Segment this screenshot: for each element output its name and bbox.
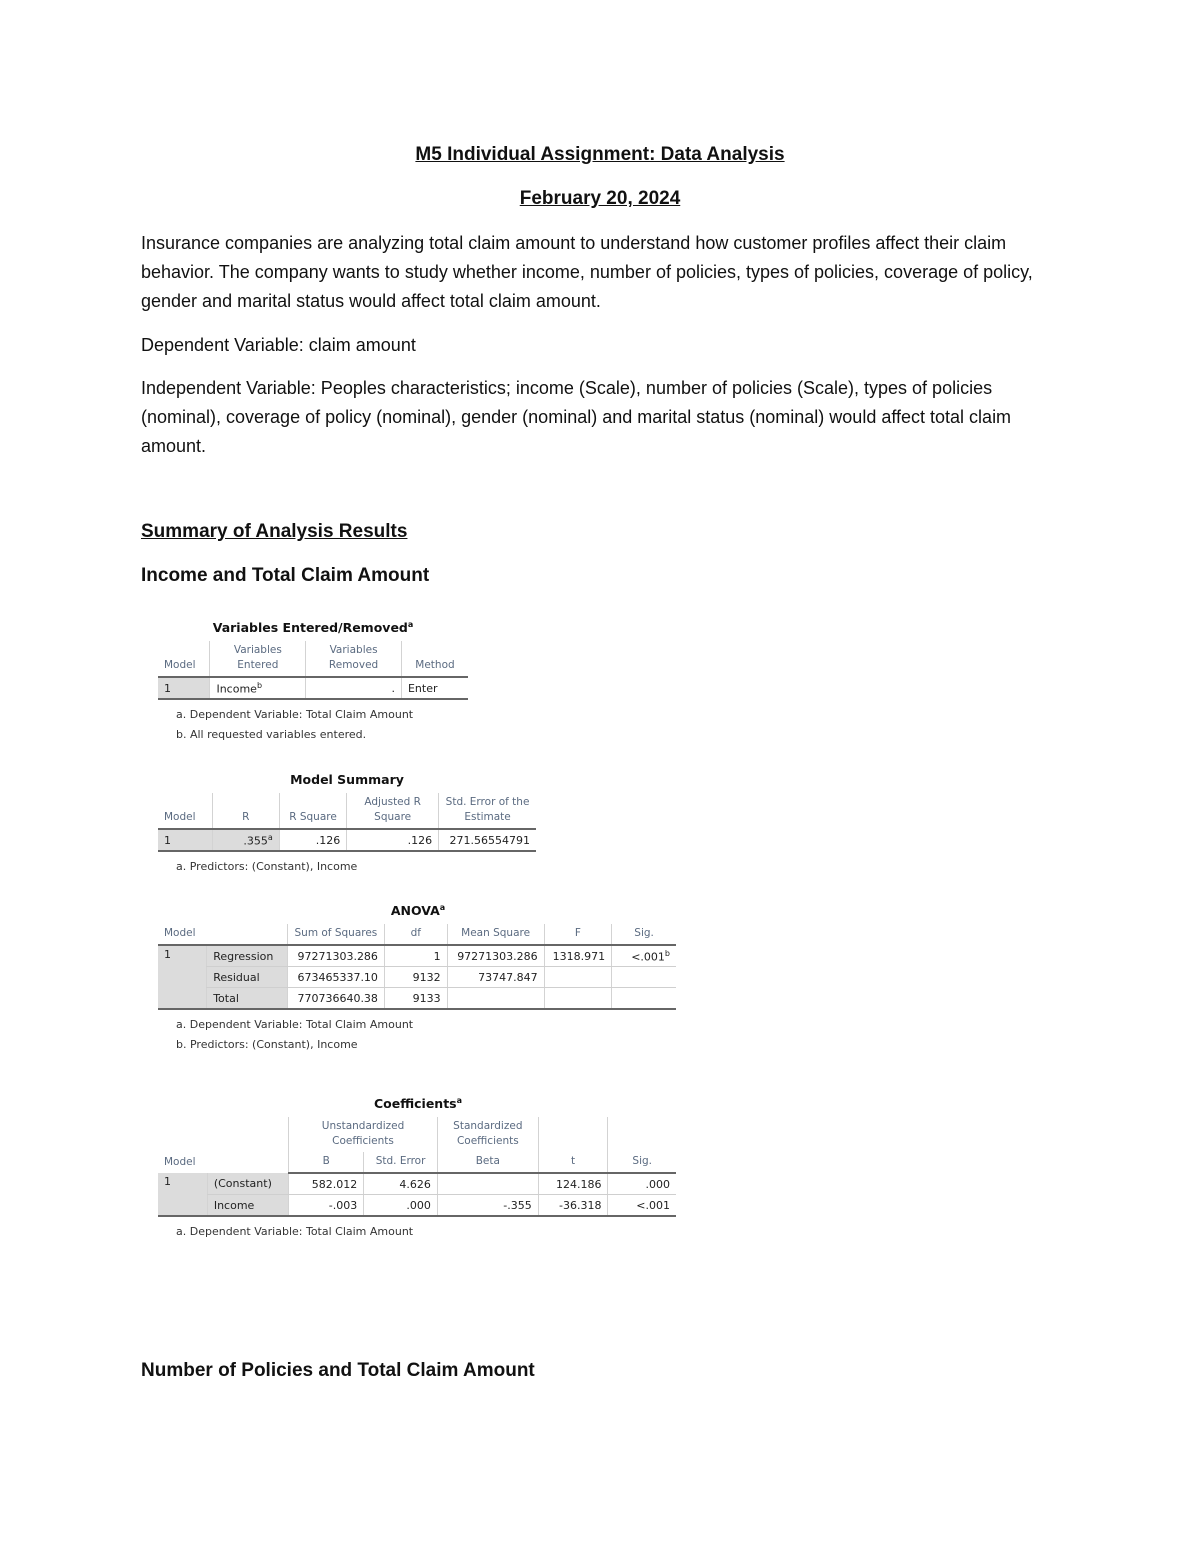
coefficients-block — [158, 1096, 678, 1242]
dependent-variable-text: Dependent Variable: claim amount — [141, 335, 416, 355]
col-variables-removed: Variables Removed — [306, 641, 402, 677]
col-model: Model — [158, 641, 210, 677]
variables-entered-table — [158, 641, 468, 700]
document-date: February 20, 2024 — [519, 188, 681, 209]
col-adjusted-r-square: Adjusted R Square — [347, 793, 439, 829]
section-heading-policies: Number of Policies and Total Claim Amount — [141, 1360, 535, 1381]
model-summary-block — [158, 772, 536, 877]
table-row: Total 770736640.38 9133 — [158, 988, 676, 1010]
col-model: Model — [158, 924, 207, 945]
table-row: Residual 673465337.10 9132 73747.847 — [158, 967, 676, 988]
col-r-square: R Square — [279, 793, 346, 829]
table-footnotes: a. Dependent Variable: Total Claim Amount b. Predictors: (Constant), Income — [176, 1018, 414, 1052]
model-summary-title: Model Summary — [290, 772, 404, 787]
document-title: M5 Individual Assignment: Data Analysis — [415, 144, 785, 165]
summary-heading: Summary of Analysis Results — [141, 521, 408, 542]
col-variables-entered: Variables Entered — [210, 641, 306, 677]
col-f: F — [544, 924, 612, 945]
col-model: Model — [158, 793, 212, 829]
table-footnotes: a. Dependent Variable: Total Claim Amount — [176, 1225, 414, 1239]
table-row: 1 (Constant) 582.012 4.626 124.186 .000 — [158, 1173, 676, 1195]
col-t: t — [538, 1117, 608, 1173]
col-method: Method — [401, 641, 468, 677]
table-footnotes: a. Dependent Variable: Total Claim Amount b. All requested variables entered. — [176, 708, 414, 742]
col-sig: Sig. — [608, 1117, 676, 1173]
anova-title: ANOVA$^a$ — [390, 903, 446, 919]
col-standardized-coefficients: Standardized Coefficients — [437, 1117, 538, 1152]
col-unstandardized-coefficients: Unstandardized Coefficients — [289, 1117, 438, 1152]
col-model: Model — [164, 1156, 196, 1169]
col-b: B — [289, 1152, 364, 1173]
variables-entered-table-block — [158, 620, 468, 745]
col-std-error: Std. Error of the Estimate — [439, 793, 536, 829]
col-sig: Sig. — [612, 924, 676, 945]
col-df: df — [384, 924, 447, 945]
table-row: 1 Income$^b$ . Enter — [158, 677, 468, 699]
coefficients-table — [158, 1117, 676, 1217]
table-row: 1 .355$^a$ .126 .126 271.56554791 — [158, 829, 536, 851]
col-beta: Beta — [437, 1152, 538, 1173]
section-heading-income: Income and Total Claim Amount — [141, 565, 430, 586]
table-footnotes: a. Predictors: (Constant), Income — [176, 860, 358, 873]
coefficients-title: Coefficients$^a$ — [373, 1096, 463, 1112]
table-row: 1 Regression 97271303.286 1 97271303.286 1318.971 <.001$^b$ — [158, 945, 676, 967]
col-mean-square: Mean Square — [447, 924, 544, 945]
independent-variable-text: Independent Variable: Peoples characteristics; income (Scale), number of policies (Scale), types of policies (nominal), coverage of policy (nominal), gender (nominal) and marital status (nominal) would affect total claim amount. — [141, 378, 1012, 456]
anova-block — [158, 903, 678, 1055]
intro-paragraph: Insurance companies are analyzing total claim amount to understand how customer profiles affect their claim behavior. The company wants to study whether income, number of policies, types of policies, coverage of policy, gender and marital status would affect total claim amount. — [141, 233, 1033, 311]
table-row: Income -.003 .000 -.355 -36.318 <.001 — [158, 1195, 676, 1217]
model-summary-table — [158, 793, 536, 852]
variables-table-title: Variables Entered/Removed$^a$ — [212, 620, 414, 636]
col-r: R — [212, 793, 279, 829]
anova-table — [158, 924, 676, 1010]
col-std-error: Std. Error — [364, 1152, 438, 1173]
col-sum-of-squares: Sum of Squares — [287, 924, 384, 945]
